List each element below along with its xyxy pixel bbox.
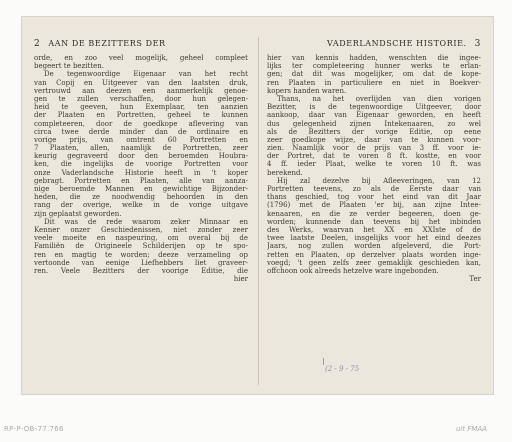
book-spread: [22, 17, 493, 394]
text-line: veele moeite en naspeuring, om overal bij de: [34, 234, 248, 243]
text-line: aankoop, daar van Eigenaar geworden, en heeft: [267, 111, 481, 120]
text-line: ren. Veele Bezitters der voorige Editie, die: [34, 266, 248, 275]
left-page: [34, 39, 248, 283]
pencil-note: (2 - 9 - 75: [325, 365, 360, 373]
text-line: berekend.: [267, 168, 303, 177]
text-line: thans geschied, tog voor het eind van dit Jaar: [267, 193, 481, 202]
text-line: onze Vaderlandsche Historie heeft in 't koper: [34, 168, 248, 177]
text-line: gen; dat dit was mogelijker, om dat de kope-: [267, 70, 481, 79]
text-line: rang der overige, welke in de vorige uitgave: [34, 201, 248, 210]
text-line: offchoon ook alreeds hetzelve ware ingebonden.: [267, 266, 439, 275]
right-text-block: [267, 54, 481, 283]
text-line: als de Bezitters der vorige Editie, op eene: [267, 127, 481, 136]
text-line: twee laatste Deelen, insgelijks voor het eind deezes: [267, 234, 481, 243]
text-line: Hij zal dezelve bij Afleeveringen, van 12: [277, 176, 481, 185]
text-line: Thans, na het overlijden van dien vorigen: [277, 94, 481, 103]
page-gutter: [258, 37, 259, 385]
right-page: [267, 39, 481, 283]
text-line: kenaaren, en die ze verder begeeren, doen ge-: [267, 209, 481, 218]
text-line: voegd; 't geen zelfs zeer gemaklijk geschieden kan,: [267, 258, 481, 267]
text-line: vorige prijs, van omtrent 60 Portretten en: [34, 135, 248, 144]
text-line: 4 ff. ieder Plaat, welke te voren 10 ft. was: [267, 160, 481, 169]
text-line: ken, die ingelijks de voorige Portretten voor: [34, 160, 248, 169]
text-line: der Portret, dat te voren 8 ft. kostte, en voor: [267, 152, 481, 161]
left-running-head: [34, 39, 248, 52]
text-line: gen te zullen verschaffen, door hun gelegen-: [34, 94, 248, 103]
text-line: begeert te bezitten.: [34, 62, 105, 71]
text-line: De tegenwoordige Eigenaar van het recht: [44, 70, 248, 79]
pencil-tick-mark: [323, 358, 324, 365]
text-line: circa twee derde minder dan de ordinaire en: [34, 127, 248, 136]
text-line: heden, die ze noodwendig behoorden in den: [34, 193, 248, 202]
text-line: gebragt. Portretten en Plaaten, alle van aanza-: [34, 176, 248, 185]
text-line: des Werks, waarvan het XX en XXIste of de: [267, 225, 481, 234]
text-line: vertrouwd aan deezen een aanmerkelijk genoe-: [34, 86, 248, 95]
right-head-title: VADERLANDSCHE HISTORIE.: [327, 39, 467, 48]
text-line: vertoonde van eenige Liefhebbers liet graveer-: [34, 258, 248, 267]
text-line: Familiën de Origineele Schilderijen op te spo-: [34, 242, 248, 251]
text-line: keurig gegraveerd door den beroemden Houbra-: [34, 152, 248, 161]
catalog-reference: RP-P-OB-77.766: [4, 425, 64, 433]
text-line: der Plaaten en Portretten, geheel te kunnen: [34, 111, 248, 120]
text-line: retten en Plaaten, op derzelver plaats worden inge-: [267, 250, 481, 259]
text-line: orde, en zoo veel mogelijk, geheel compleet: [34, 54, 248, 62]
left-head-title: AAN DE BEZITTERS DER: [48, 39, 166, 48]
text-line: hier van kennis hadden, wenschten die ingee-: [267, 54, 481, 62]
text-line: worden; kunnende dan teevens bij het inbinden: [267, 217, 481, 226]
left-page-number: 2: [34, 39, 41, 49]
text-line: zeer goedkope wijze, daar van te kunnen voor-: [267, 135, 481, 144]
provenance-note: uit FMAA: [456, 425, 487, 433]
right-page-number: 3: [474, 39, 481, 49]
text-line: Portretten teevens, zo als de Eerste daar van: [267, 185, 481, 193]
text-line: nige beroemde Mannen en gewichtige Bijzonder-: [34, 185, 248, 193]
text-line: Jaars, nog zullen worden afgeleverd, die Port-: [267, 242, 481, 251]
text-line: zijn geplaatst geworden.: [34, 209, 122, 218]
text-line: (1796) met de Plaaten 'er bij, aan zijne Intee-: [267, 201, 481, 210]
text-line: ren en magtig te worden; deeze verzameling op: [34, 250, 248, 259]
text-line: dus gelegenheid zijnen Intekenaaren, zo wel: [267, 119, 481, 128]
text-line: kopers handen waren.: [267, 86, 347, 95]
text-line: Bezitter, is de tegenwoordige Uitgeever, door: [267, 103, 481, 112]
text-line: Kenner onzer Geschiedenissen, niet zonder zeer: [34, 225, 248, 234]
text-line: zien. Naamlijk voor de prijs van 3 ff. voor ie-: [267, 144, 481, 153]
text-line: ren Plaaten in particuliere en niet in Boekver-: [267, 78, 481, 87]
right-running-head: [267, 39, 481, 52]
text-line: Ter: [469, 275, 481, 284]
text-line: lijks ter completeering hunner werks te erlan-: [267, 62, 481, 71]
text-line: 7 Plaaten, allen, naamlijk de Portretten, zeer: [34, 144, 248, 153]
left-text-block: [34, 54, 248, 283]
text-line: van Copij en Uitgeever van den laatsten druk,: [34, 78, 248, 87]
text-line: Dit was de rede waarom zeker Minnaar en: [44, 217, 248, 226]
text-line: completeeren, door de goedkope aflevering van: [34, 119, 248, 128]
text-line: hier: [233, 275, 248, 284]
text-line: heid te geeven, hun Exemplaar, ten aanzien: [34, 103, 248, 112]
